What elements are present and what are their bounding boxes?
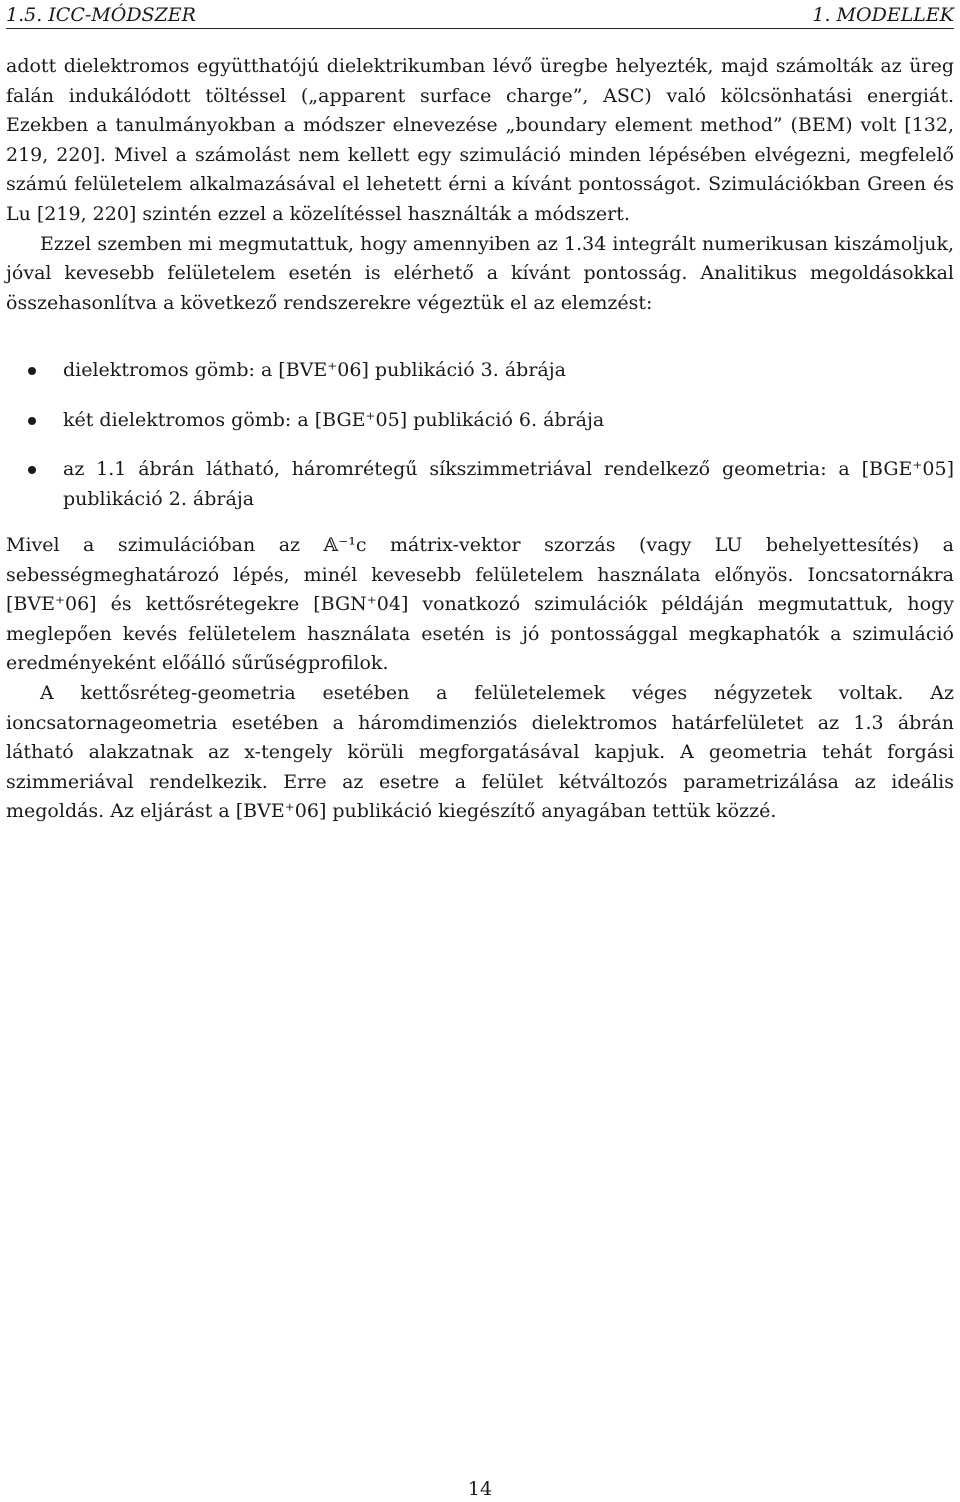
list-item-text: az 1.1 ábrán látható, háromrétegű síkszimmetriával rendelkező geometria: a [BGE⁺05] publikáció 2. ábrája bbox=[63, 458, 954, 510]
page-number: 14 bbox=[467, 1478, 493, 1500]
paragraph-2: Ezzel szemben mi megmutattuk, hogy amennyiben az 1.34 integrált numerikusan kiszámoljuk, jóval kevesebb felületelem esetén is elérhető a kívánt pontosság. Analitikus megoldásokkal összehasonlítva a következő rendszerekre végeztük el az elemzést: bbox=[6, 232, 954, 314]
header-chapter-title: 1. MODELLEK bbox=[812, 4, 954, 26]
bullet-icon bbox=[28, 466, 36, 474]
paragraph-4: A kettősréteg-geometria esetében a felületelemek véges négyzetek voltak. Az ioncsatornageometria esetében a háromdimenziós dielektromos határfelületet az 1.3 ábrán látható alakzatnak az x-tengely körüli megforgatásával kapjuk. A geometria tehát forgási szimmeriával rendelkezik. Erre az esetre a felület kétváltozós parametrizálása az ideális megoldás. Az eljárást a [BVE⁺06] publikáció kiegészítő anyagában tettük közzé. bbox=[6, 681, 954, 823]
list-item-text: két dielektromos gömb: a [BGE⁺05] publikáció 6. ábrája bbox=[63, 408, 605, 431]
list-item bbox=[6, 455, 954, 514]
running-header bbox=[6, 4, 954, 29]
bullet-list bbox=[6, 356, 954, 514]
bullet-section bbox=[6, 356, 954, 514]
paragraph-1: adott dielektromos együtthatójú dielektrikumban lévő üregbe helyezték, majd számolták az üreg falán indukálódott töltéssel („apparent surface charge”, ASC) való kölcsönhatási energiát. Ezekben a tanulmányokban a módszer elnevezése „boundary element method” (BEM) volt [132, 219, 220]. Mivel a számolást nem kellett egy szimuláció minden lépésében elvégezni, megfelelő számú felületelem alkalmazásával el lehetett érni a kívánt pontosságot. Szimulációkban Green és Lu [219, 220] szintén ezzel a közelítéssel használták a módszert. bbox=[6, 55, 954, 225]
list-item bbox=[6, 406, 954, 436]
list-item bbox=[6, 356, 954, 386]
header-section-title: 1.5. ICC-MÓDSZER bbox=[6, 4, 196, 26]
bullet-icon bbox=[28, 417, 36, 425]
paragraph-3: Mivel a szimulációban az 𝔸⁻¹c mátrix-vektor szorzás (vagy LU behelyettesítés) a sebességmeghatározó lépés, minél kevesebb felületelem használata előnyös. Ioncsatornákra [BVE⁺06] és kettősrétegekre [BGN⁺04] vonatkozó szimulációk példáján megmutattuk, hogy meglepően kevés felületelem használata esetén is jó pontossággal megkaphatók a szimuláció eredményeként előálló sűrűségprofilok. bbox=[6, 534, 954, 675]
list-item-text: dielektromos gömb: a [BVE⁺06] publikáció 3. ábrája bbox=[63, 359, 566, 381]
body-text bbox=[6, 52, 954, 318]
bullet-icon bbox=[28, 367, 36, 375]
body-text-2 bbox=[6, 531, 954, 827]
